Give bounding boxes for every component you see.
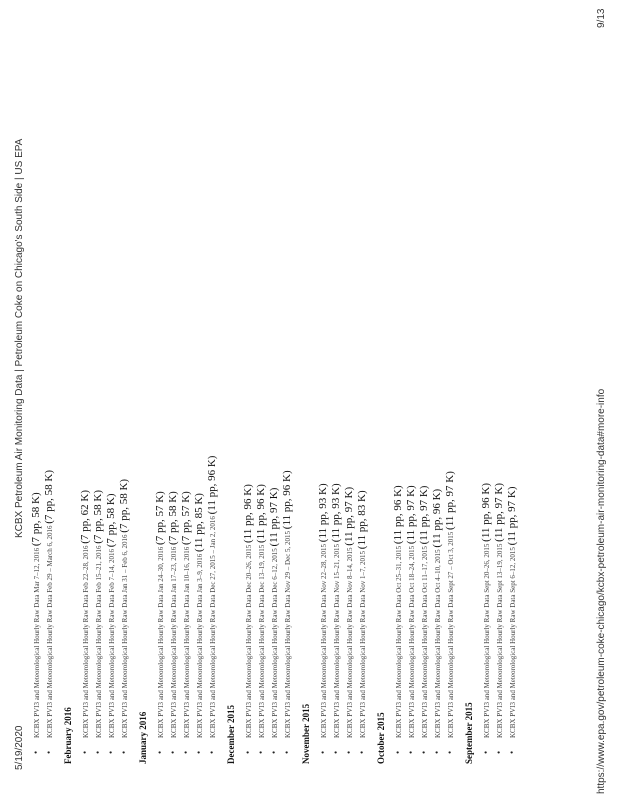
month-heading: February 2016 [63,707,73,764]
month-section [30,30,56,770]
file-list-item [206,30,219,770]
month-section [464,30,519,770]
data-file-link[interactable]: KCBX PVI3 and Meteorological Hourly Raw Data Feb 22–28, 2016 [82,543,90,738]
file-list-item [493,30,506,770]
data-file-link[interactable]: KCBX PVI3 and Meteorological Hourly Raw Data Mar 7–12, 2016 [33,546,41,738]
data-file-link[interactable]: KCBX PVI3 and Meteorological Hourly Raw Data Oct 18–24, 2015 [408,544,416,738]
data-file-link[interactable]: KCBX PVI3 and Meteorological Hourly Raw Data Dec 27, 2015 – Jan 2, 2016 [209,514,217,738]
file-list-item [317,30,330,770]
file-size-label: (11 pp, 93 K) [317,483,329,543]
month-heading: December 2015 [226,704,236,764]
file-list-item [92,30,105,770]
file-list-item [268,30,281,770]
file-size-label: (7 pp, 57 K) [154,491,166,545]
file-list [480,30,519,770]
file-list-item [79,30,92,770]
file-list-item [118,30,131,770]
file-list-item [506,30,519,770]
file-size-label: (11 pp, 97 K) [444,471,456,530]
data-file-link[interactable]: KCBX PVI3 and Meteorological Hourly Raw Data Sept 20–26, 2015 [483,541,491,738]
file-list-item [242,30,255,770]
file-size-label: (11 pp, 97 K) [405,485,417,545]
data-file-link[interactable]: KCBX PVI3 and Meteorological Hourly Raw Data Jan 24–30, 2016 [157,544,165,738]
data-file-link[interactable]: KCBX PVI3 and Meteorological Hourly Raw Data Jan 10–16, 2016 [183,544,191,738]
file-list-item [431,30,444,770]
file-list-item [43,30,56,770]
data-file-link[interactable]: KCBX PVI3 and Meteorological Hourly Raw Data Feb 15–21, 2016 [95,543,103,738]
file-size-label: (11 pp, 96 K) [255,484,267,543]
file-size-label: (11 pp, 97 K) [418,485,430,545]
file-list-item [330,30,343,770]
data-file-link[interactable]: KCBX PVI3 and Meteorological Hourly Raw Data Feb 29 – March 6, 2016 [46,523,54,738]
page-number: 9/13 [596,8,607,28]
data-file-link[interactable]: KCBX PVI3 and Meteorological Hourly Raw Data Oct 4–10, 2015 [434,547,442,738]
file-size-label: (7 pp, 58 K) [105,493,117,548]
file-size-label: (11 pp, 97 K) [493,482,505,542]
file-list-item [193,30,206,770]
page-title: KCBX Petroleum Air Monitoring Data | Petroleum Coke on Chicago's South Side | US EPA [14,138,25,538]
file-size-label: (11 pp, 83 K) [356,490,368,550]
file-list [317,30,369,770]
data-file-link[interactable]: KCBX PVI3 and Meteorological Hourly Raw Data Dec 13–19, 2015 [258,543,266,738]
data-file-link[interactable]: KCBX PVI3 and Meteorological Hourly Raw Data Nov 22–28, 2015 [320,542,328,738]
file-list-item [392,30,405,770]
file-list-item [444,30,457,770]
month-section [63,30,131,770]
file-list-item [356,30,369,770]
data-file-link[interactable]: KCBX PVI3 and Meteorological Hourly Raw Data Nov 15–21, 2015 [333,542,341,738]
file-size-label: (11 pp, 96 K) [431,488,443,548]
file-list-item [343,30,356,770]
file-list [79,30,131,770]
data-file-link[interactable]: KCBX PVI3 and Meteorological Hourly Raw Data Oct 25–31, 2015 [395,544,403,738]
month-section [226,30,294,770]
data-file-link[interactable]: KCBX PVI3 and Meteorological Hourly Raw Data Jan 17–23, 2016 [170,544,178,738]
file-size-label: (11 pp, 96 K) [281,470,293,530]
month-section [138,30,219,770]
file-size-label: (11 pp, 96 K) [206,455,218,515]
file-list [242,30,294,770]
file-list-item [105,30,118,770]
file-size-label: (7 pp, 58 K) [92,489,104,544]
data-file-link[interactable]: KCBX PVI3 and Meteorological Hourly Raw Data Nov 29 – Dec 5, 2015 [284,529,292,738]
data-file-link[interactable]: KCBX PVI3 and Meteorological Hourly Raw Data Oct 11–17, 2015 [421,544,429,738]
file-list-item [180,30,193,770]
file-list [154,30,219,770]
file-size-label: (7 pp, 58 K) [167,491,179,545]
data-file-link[interactable]: KCBX PVI3 and Meteorological Hourly Raw Data Jan 3–9, 2016 [196,551,204,738]
data-file-link[interactable]: KCBX PVI3 and Meteorological Hourly Raw Data Sept 13–19, 2015 [496,541,504,738]
file-list [392,30,457,770]
month-heading: November 2015 [301,703,311,764]
file-list-item [405,30,418,770]
data-file-link[interactable]: KCBX PVI3 and Meteorological Hourly Raw Data Dec 20–26, 2015 [245,543,253,738]
file-list-item [167,30,180,770]
file-size-label: (7 pp, 62 K) [79,489,91,544]
file-list-item [30,30,43,770]
month-heading: January 2016 [138,711,148,764]
page-url: https://www.epa.gov/petroleum-coke-chicago/kcbx-petroleum-air-monitoring-data#more-info [596,388,607,794]
file-list-item [154,30,167,770]
file-list-item [255,30,268,770]
file-size-label: (11 pp, 97 K) [506,486,518,546]
file-size-label: (11 pp, 93 K) [330,483,342,543]
file-size-label: (11 pp, 85 K) [193,493,205,552]
data-file-link[interactable]: KCBX PVI3 and Meteorological Hourly Raw Data Jan 31 – Feb 6, 2016 [121,532,129,738]
file-size-label: (7 pp, 58 K) [30,492,42,547]
data-file-link[interactable]: KCBX PVI3 and Meteorological Hourly Raw Data Feb 7–14, 2016 [108,547,116,738]
file-size-label: (11 pp, 97 K) [268,487,280,547]
print-date: 5/19/2020 [14,725,25,770]
month-heading: September 2015 [464,702,474,764]
month-section [301,30,369,770]
file-size-label: (7 pp, 58 K) [118,478,130,533]
file-list-item [480,30,493,770]
document-body [30,30,525,770]
file-list-item [281,30,294,770]
file-size-label: (11 pp, 96 K) [242,484,254,543]
month-heading: October 2015 [376,712,386,764]
data-file-link[interactable]: KCBX PVI3 and Meteorological Hourly Raw Data Nov 8–14, 2015 [346,545,354,738]
file-size-label: (11 pp, 97 K) [343,486,355,546]
file-list [30,30,56,770]
file-size-label: (7 pp, 57 K) [180,491,192,545]
data-file-link[interactable]: KCBX PVI3 and Meteorological Hourly Raw Data Sept 27 – Oct 3, 2015 [447,529,455,738]
file-size-label: (7 pp, 58 K) [43,469,55,524]
file-size-label: (11 pp, 96 K) [392,485,404,545]
month-section [376,30,457,770]
file-size-label: (11 pp, 96 K) [480,482,492,542]
data-file-link[interactable]: KCBX PVI3 and Meteorological Hourly Raw Data Nov 1–7, 2015 [359,549,367,738]
file-list-item [418,30,431,770]
data-file-link[interactable]: KCBX PVI3 and Meteorological Hourly Raw Data Dec 6–12, 2015 [271,546,279,738]
data-file-link[interactable]: KCBX PVI3 and Meteorological Hourly Raw Data Sept 6–12, 2015 [509,545,517,738]
